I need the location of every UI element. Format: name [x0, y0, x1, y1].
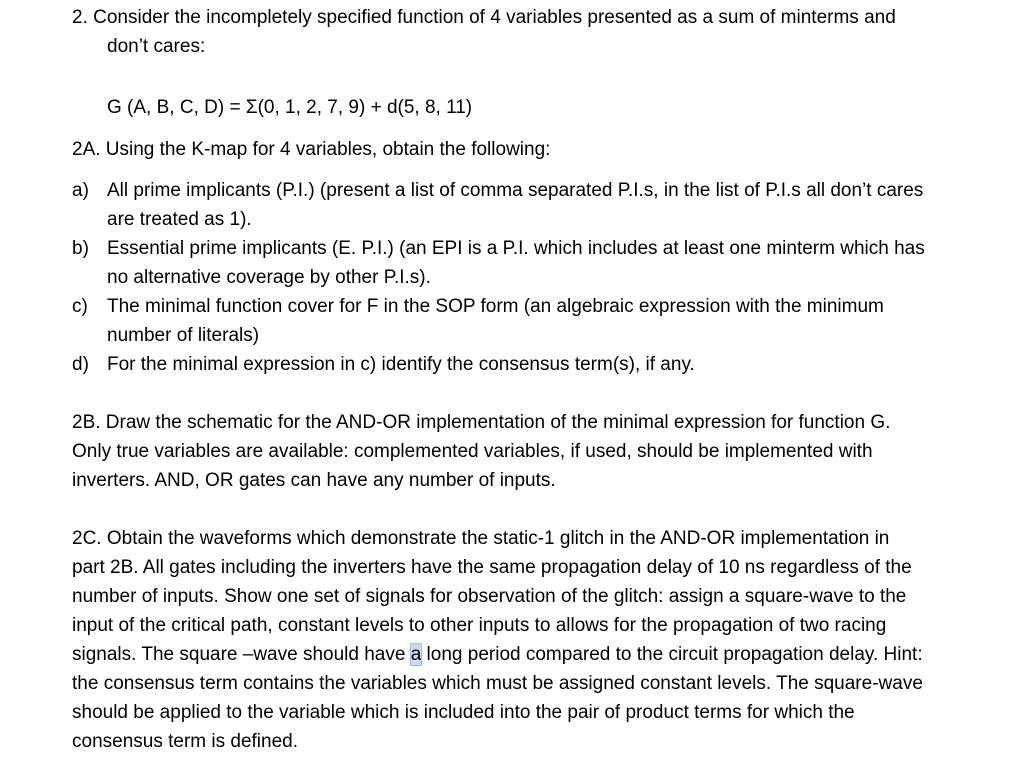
item-c-label: c)	[72, 296, 88, 317]
question-intro-line-1: 2. Consider the incompletely specified function of 4 variables presented as a sum of minterms and	[72, 7, 896, 28]
function-expression: G (A, B, C, D) = Σ(0, 1, 2, 7, 9) + d(5, 8, 11)	[107, 97, 473, 118]
item-d-label: d)	[72, 354, 89, 375]
item-a-line-2: are treated as 1).	[107, 209, 252, 230]
part-2c-line-5-before: signals. The square –wave should have	[72, 644, 411, 665]
part-2c-line-6: the consensus term contains the variables which must be assigned constant levels. The square-wave	[72, 673, 923, 694]
item-b-line-1: Essential prime implicants (E. P.I.) (an EPI is a P.I. which includes at least one minterm which has	[107, 238, 925, 259]
part-2c-line-4: input of the critical path, constant levels to other inputs to allows for the propagation of two racing	[72, 615, 887, 636]
text-selection[interactable]: a	[410, 644, 422, 665]
part-2c-line-7: should be applied to the variable which is included into the pair of product terms for which the	[72, 702, 855, 723]
item-b-line-2: no alternative coverage by other P.I.s).	[107, 267, 431, 288]
item-b-label: b)	[72, 238, 89, 259]
part-2c-line-3: number of inputs. Show one set of signals for observation of the glitch: assign a square-wave to the	[72, 586, 907, 607]
item-c-line-2: number of literals)	[107, 325, 260, 346]
part-2c-line-5-after: long period compared to the circuit propagation delay. Hint:	[421, 644, 923, 665]
item-d-line-1: For the minimal expression in c) identify the consensus term(s), if any.	[107, 354, 695, 375]
part-2b-line-2: Only true variables are available: complemented variables, if used, should be implemented with	[72, 441, 873, 462]
part-2c-line-8: consensus term is defined.	[72, 731, 299, 752]
item-a-line-1: All prime implicants (P.I.) (present a list of comma separated P.I.s, in the list of P.I.s all don’t cares	[107, 180, 924, 201]
part-2a-heading: 2A. Using the K-map for 4 variables, obtain the following:	[72, 139, 551, 160]
item-a-label: a)	[72, 180, 89, 201]
question-intro-line-2: don’t cares:	[107, 36, 206, 57]
part-2c-line-5	[72, 641, 923, 669]
item-c-line-1: The minimal function cover for F in the SOP form (an algebraic expression with the minimum	[107, 296, 884, 317]
part-2b-line-3: inverters. AND, OR gates can have any number of inputs.	[72, 470, 556, 491]
part-2c-line-2: part 2B. All gates including the inverters have the same propagation delay of 10 ns regardless of the	[72, 557, 912, 578]
part-2c-line-1: 2C. Obtain the waveforms which demonstrate the static-1 glitch in the AND-OR implementation in	[72, 528, 890, 549]
part-2b-line-1: 2B. Draw the schematic for the AND-OR implementation of the minimal expression for function G.	[72, 412, 891, 433]
